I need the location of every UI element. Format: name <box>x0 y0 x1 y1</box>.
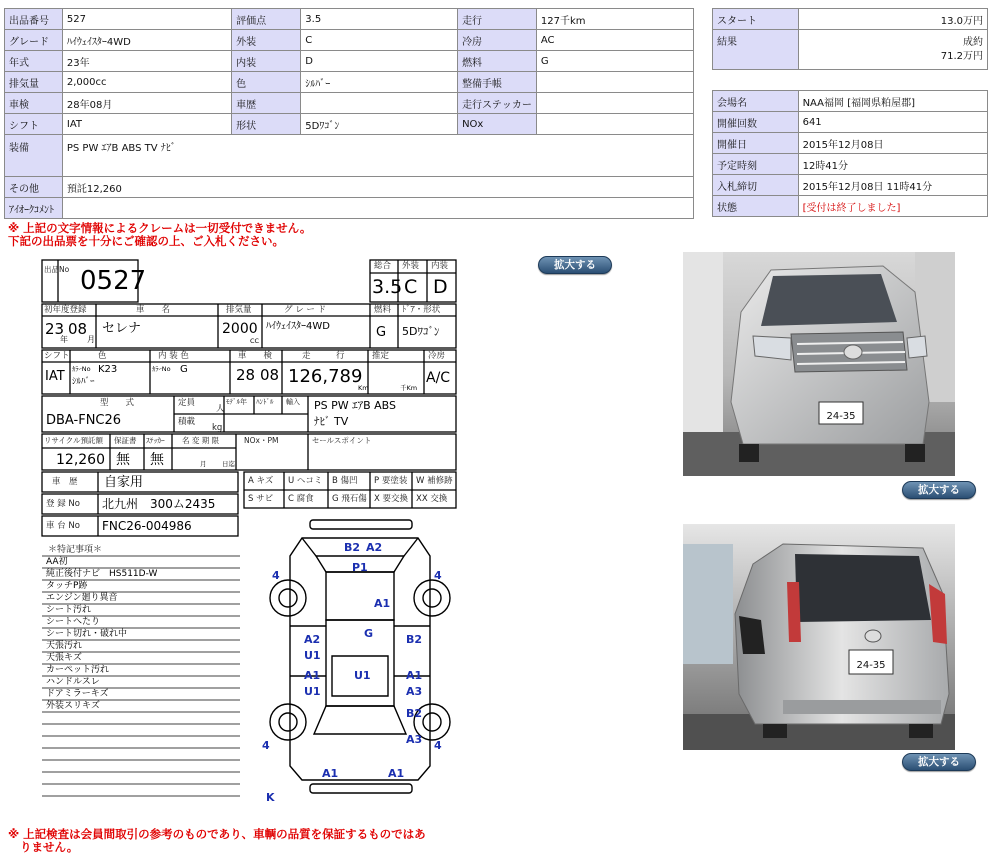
sheet-sen-km: 千Km <box>400 384 418 392</box>
notice-bottom-line1: ※ 上記検査は会員間取引の参考のものであり、車輌の品質を保証するものではあ <box>8 827 426 841</box>
sheet-displacement: 2000 <box>222 321 258 337</box>
damage-marker: A1 <box>322 767 339 780</box>
zoom-front-photo-button[interactable]: 拡大する <box>902 481 976 499</box>
sheet-overall-label: 総合 <box>374 261 392 271</box>
note-8: 天張キズ <box>46 653 82 663</box>
auction-sheet[interactable] <box>40 256 458 812</box>
sheet-shift-label: シフト <box>44 351 70 361</box>
sheet-interior-no-label: ｶﾗｰNo <box>152 365 171 373</box>
zoom-rear-photo-button[interactable]: 拡大する <box>902 753 976 771</box>
sheet-color-no: K23 <box>98 364 118 375</box>
sheet-lot: 0527 <box>80 266 147 296</box>
sheet-car-name: セレナ <box>102 321 142 336</box>
other: 預託12,260 <box>62 177 693 198</box>
maintenance-label: 整備手帳 <box>458 72 537 93</box>
sheet-door-label: ﾄﾞｱ・形状 <box>402 305 441 315</box>
start-label: スタート <box>713 9 799 30</box>
note-1: 純正後付ナビ HS511D-W <box>46 569 158 579</box>
legend-p: P 要塗装 <box>374 476 408 486</box>
damage-marker: 4 <box>434 569 442 582</box>
sheet-insp-month: 08 <box>260 366 280 384</box>
sheet-displacement-label: 排気量 <box>226 305 252 315</box>
damage-marker: U1 <box>304 649 321 662</box>
notice-top-line1: ※ 上記の文字情報によるクレームは一切受付できません。 <box>8 221 312 235</box>
note-9: カーペット汚れ <box>46 665 110 675</box>
sheet-grade: ﾊｲｳｪｲｽﾀｰ4WD <box>266 321 330 332</box>
sheet-inspection-label: 車 検 <box>238 351 273 361</box>
sheet-handle-label: ﾊﾝﾄﾞﾙ <box>256 398 274 406</box>
sticker-label: 走行ステッカー <box>458 93 537 114</box>
ac: AC <box>536 30 693 51</box>
note-12: 外装スリキズ <box>46 701 100 711</box>
deadline: 2015年12月08日 11時41分 <box>798 175 987 196</box>
shift-label: シフト <box>5 114 63 135</box>
sheet-month: 08 <box>68 320 88 338</box>
legend-g: G 飛石傷 <box>332 494 367 504</box>
sheet-ac: A/C <box>426 370 451 386</box>
sheet-load-label: 積載 <box>178 417 196 427</box>
sheet-year: 23 <box>45 320 65 338</box>
date: 2015年12月08日 <box>798 133 987 154</box>
sticker <box>536 93 693 114</box>
lot-no-label: 出品番号 <box>5 9 63 30</box>
vehicle-info-table <box>4 8 694 219</box>
auction-sheet-lines <box>40 256 458 812</box>
displacement-label: 排気量 <box>5 72 63 93</box>
sheet-fuel-label: 燃料 <box>374 305 392 315</box>
history <box>301 93 458 114</box>
ac-label: 冷房 <box>458 30 537 51</box>
damage-marker: 4 <box>272 569 280 582</box>
sheet-equip2: ﾅﾋﾞ TV <box>314 415 349 428</box>
notice-bottom-line2: りません。 <box>20 840 79 854</box>
sheet-insp-year: 28 <box>236 366 256 384</box>
exterior-label: 外装 <box>232 30 301 51</box>
sheet-sticker-label: ｽﾃｯｶｰ <box>146 436 165 445</box>
interior: D <box>301 51 458 72</box>
nox <box>536 114 693 135</box>
legend-xx: XX 交換 <box>416 494 448 504</box>
sheet-deadline-day: 日迄 <box>222 460 235 468</box>
damage-marker: A3 <box>406 685 423 698</box>
damage-marker: B2 <box>406 707 423 720</box>
damage-marker: A1 <box>388 767 405 780</box>
date-label: 開催日 <box>713 133 799 154</box>
grade-label: グレード <box>5 30 63 51</box>
notice-top-line2: 下記の出品票を十分にご確認の上、ご入札ください。 <box>8 234 284 248</box>
sheet-mileage-label: 走 行 <box>302 351 345 361</box>
sheet-mileage: 126,789 <box>288 366 363 387</box>
sheet-chassis-label: 車 台 No <box>46 521 80 531</box>
notes-title: ＊特記事項＊ <box>48 545 103 555</box>
comment-label: ｱｲｵｰｸｺﾒﾝﾄ <box>5 198 63 219</box>
damage-marker: B2 <box>406 633 423 646</box>
legend-s: S サビ <box>248 494 274 504</box>
deadline-label: 入札締切 <box>713 175 799 196</box>
sheet-overall: 3.5 <box>372 276 403 298</box>
mileage-label: 走行 <box>458 9 537 30</box>
sheet-name-change-label: 名 変 期 限 <box>182 436 220 445</box>
sheet-door: 5Dﾜｺﾞﾝ <box>402 325 440 338</box>
price-table <box>712 8 988 70</box>
fuel-label: 燃料 <box>458 51 537 72</box>
status-label: 状態 <box>713 196 799 217</box>
other-label: その他 <box>5 177 63 198</box>
lot-no: 527 <box>62 9 231 30</box>
nox-label: NOx <box>458 114 537 135</box>
sheet-gatsu: 月 <box>87 335 95 344</box>
inspection-label: 車検 <box>5 93 63 114</box>
damage-marker: 4 <box>434 739 442 752</box>
note-3: エンジン廻り異音 <box>46 593 118 603</box>
sheet-history: 自家用 <box>104 475 144 490</box>
sheet-estimate-label: 推定 <box>372 351 390 361</box>
sheet-grade-label: グ レ ー ド <box>284 305 327 315</box>
note-4: シート汚れ <box>46 605 92 615</box>
count: 641 <box>798 112 987 133</box>
venue-table <box>712 90 988 217</box>
legend-x: X 要交換 <box>374 494 409 504</box>
damage-marker: U1 <box>354 669 371 682</box>
damage-marker: K <box>266 791 275 804</box>
sheet-lot-label: 出品No <box>44 265 70 274</box>
sheet-interior-label: 内 装 色 <box>158 351 189 361</box>
sheet-shift: IAT <box>45 369 65 384</box>
sheet-recycle: 12,260 <box>56 452 105 468</box>
body-label: 形状 <box>232 114 301 135</box>
sheet-reg-label: 登 録 No <box>46 499 80 509</box>
sheet-capacity-unit: 人 <box>216 404 225 414</box>
sheet-history-label: 車 歴 <box>52 477 78 487</box>
sheet-equip: PS PW ｴｱB ABS <box>314 399 397 412</box>
sheet-model-label: 型 式 <box>100 398 135 408</box>
sheet-cc: CC <box>250 337 260 345</box>
sheet-warranty: 無 <box>116 452 130 468</box>
sheet-deadline-month: 月 <box>200 460 207 468</box>
zoom-sheet-button[interactable]: 拡大する <box>538 256 612 274</box>
comment <box>62 198 693 219</box>
legend-b: B 傷凹 <box>332 476 358 486</box>
damage-marker: U1 <box>304 685 321 698</box>
sheet-first-reg-label: 初年度登録 <box>44 305 87 315</box>
score-label: 評価点 <box>232 9 301 30</box>
venue: NAA福岡 [福岡県粕屋郡] <box>798 91 987 112</box>
sheet-sales-point-label: セールスポイント <box>312 436 372 445</box>
fuel: G <box>536 51 693 72</box>
sheet-nen: 年 <box>60 335 68 344</box>
sheet-load-unit: kg <box>212 423 223 433</box>
legend-w: W 補修跡 <box>416 476 453 486</box>
damage-marker: A2 <box>304 633 321 646</box>
sheet-capacity-label: 定員 <box>178 398 196 408</box>
status: [受付は終了しました] <box>798 196 987 217</box>
result-status: 成約 <box>963 36 983 48</box>
venue-label: 会場名 <box>713 91 799 112</box>
equipment-label: 装備 <box>5 135 63 177</box>
year: 23年 <box>62 51 231 72</box>
mileage: 127千km <box>536 9 693 30</box>
sheet-color-label: 色 <box>98 351 107 361</box>
equipment: PS PW ｴｱB ABS TV ﾅﾋﾞ <box>62 135 693 177</box>
note-2: タッチP跡 <box>46 581 88 591</box>
grade: ﾊｲｳｪｲｽﾀｰ4WD <box>62 30 231 51</box>
sheet-color: ｼﾙﾊﾞｰ <box>72 377 95 387</box>
sheet-color-no-label: ｶﾗｰNo <box>72 365 91 373</box>
year-label: 年式 <box>5 51 63 72</box>
note-0: AA初 <box>46 557 68 567</box>
sheet-car-name-label: 車 名 <box>136 305 171 315</box>
interior-label: 内装 <box>232 51 301 72</box>
color-label: 色 <box>232 72 301 93</box>
sheet-warranty-label: 保証書 <box>114 436 137 445</box>
note-7: 天張汚れ <box>46 641 83 651</box>
count-label: 開催回数 <box>713 112 799 133</box>
color: ｼﾙﾊﾞｰ <box>301 72 458 93</box>
legend-c: C 腐食 <box>288 494 314 504</box>
sheet-import-label: 輸入 <box>286 398 300 406</box>
displacement: 2,000cc <box>62 72 231 93</box>
maintenance <box>536 72 693 93</box>
sheet-model: DBA-FNC26 <box>46 413 122 428</box>
notice-bottom <box>8 828 426 854</box>
note-6: シート切れ・破れ中 <box>46 629 128 639</box>
damage-marker: A2 <box>366 541 383 554</box>
inspection: 28年08月 <box>62 93 231 114</box>
sheet-reg: 北九州 300ム2435 <box>102 497 216 511</box>
legend-u: U ヘコミ <box>288 476 323 486</box>
start-price: 13.0万円 <box>798 9 987 30</box>
sheet-model-year-label: ﾓﾃﾞﾙ年 <box>226 398 247 406</box>
sheet-ac-label: 冷房 <box>428 351 446 361</box>
scheduled-label: 予定時刻 <box>713 154 799 175</box>
shift: IAT <box>62 114 231 135</box>
exterior: C <box>301 30 458 51</box>
damage-marker: A1 <box>374 597 391 610</box>
sheet-km: Km <box>358 384 369 392</box>
history-label: 車歴 <box>232 93 301 114</box>
note-10: ハンドルスレ <box>46 677 100 687</box>
note-11: ドアミラーキズ <box>46 689 109 699</box>
result-label: 結果 <box>713 30 799 70</box>
sheet-ext: C <box>404 276 418 298</box>
body: 5Dﾜｺﾞﾝ <box>301 114 458 135</box>
sheet-fuel: G <box>376 325 387 340</box>
scheduled: 12時41分 <box>798 154 987 175</box>
damage-marker: A3 <box>406 733 423 746</box>
damage-marker: A1 <box>406 669 423 682</box>
score: 3.5 <box>301 9 458 30</box>
car-front-photo[interactable] <box>683 252 955 476</box>
notice-top <box>8 222 311 248</box>
sheet-interior-no: G <box>180 364 188 375</box>
sheet-nox-label: NOx・PM <box>244 436 279 445</box>
svg-text:24-35: 24-35 <box>856 660 886 671</box>
sheet-ext-label: 外装 <box>402 261 420 271</box>
sheet-chassis: FNC26-004986 <box>102 519 192 533</box>
note-5: シートへたり <box>46 617 101 627</box>
legend-a: A キズ <box>248 476 274 486</box>
result-price: 71.2万円 <box>940 50 983 62</box>
damage-marker: P1 <box>352 561 368 574</box>
sheet-recycle-label: リサイクル預託額 <box>44 436 103 445</box>
damage-marker: A1 <box>304 669 321 682</box>
sheet-int-label: 内装 <box>431 261 449 271</box>
sheet-int: D <box>433 276 448 298</box>
sheet-sticker-value: 無 <box>150 452 164 468</box>
car-rear-photo[interactable] <box>683 524 955 750</box>
damage-marker: B2 <box>344 541 361 554</box>
damage-marker: 4 <box>262 739 270 752</box>
damage-marker: G <box>364 627 374 640</box>
svg-text:24-35: 24-35 <box>826 411 856 422</box>
